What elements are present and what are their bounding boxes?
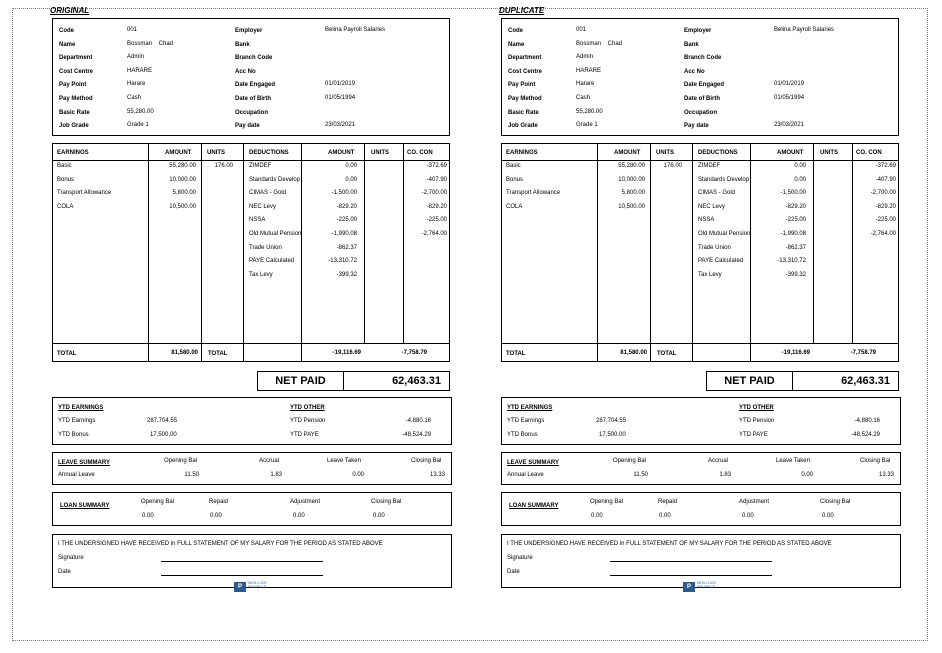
deduction-name: ZIMDEF [249,163,272,169]
deduction-amount: -1,500.00 [780,190,806,197]
deduction-amount: -225.00 [785,217,806,224]
loan-closing-value: 0.00 [373,513,385,519]
pay-method-value: Cash [127,95,142,101]
deduction-amount-header: AMOUNT [777,150,804,156]
employer-value: Belina Payroll Salaries [774,27,835,33]
deduction-amount: -399.32 [785,271,806,278]
basic-rate-label: Basic Rate [59,110,90,116]
deduction-name: PAYE Calculated [698,258,744,265]
leave-summary-title: LEAVE SUMMARY [58,460,111,466]
date-of-birth-value: 01/05/1994 [325,95,356,101]
payslip-original [50,0,450,653]
loan-closing-label: Closing Bal [820,499,851,505]
leave-closing-value: 13.33 [429,472,445,478]
ytd-bonus-label: YTD Bonus [507,432,538,438]
leave-summary-box [52,452,452,485]
earning-amount: 10,000.00 [618,176,645,183]
payslip-duplicate [499,0,899,653]
earning-name: Transport Allowance [57,190,112,197]
earnings-deductions-table [501,143,899,362]
code-value: 001 [576,27,587,33]
total-deductions-value: -19,116.69 [781,350,810,356]
deduction-co-con: -225.00 [426,217,447,224]
logo-mark-icon: P [234,582,246,592]
job-grade-label: Job Grade [59,123,89,129]
net-paid-value: 62,463.31 [841,375,890,387]
units-header: UNITS [656,150,674,156]
signature-line [161,561,323,562]
ytd-earnings-title: YTD EARNINGS [58,405,104,411]
net-paid-value: 62,463.31 [392,375,441,387]
pay-date-label: Pay date [684,123,709,129]
total-earnings-value: 81,580.00 [171,350,198,356]
ytd-bonus-value: 17,500.00 [150,432,177,438]
ytd-paye-value: -48,524.29 [851,432,880,438]
loan-closing-label: Closing Bal [371,499,402,505]
deduction-name: Trade Union [698,244,731,251]
leave-opening-label: Opening Bal [613,458,647,464]
earnings-header: EARNINGS [506,150,538,156]
leave-opening-value: 11.50 [633,472,648,478]
ytd-earnings-value: 287,704.55 [147,418,178,424]
pay-point-value: Harare [576,81,595,87]
employer-label: Employer [235,28,263,34]
date-engaged-value: 01/01/2019 [325,81,356,87]
acknowledgement-statement: I THE UNDERSIGNED HAVE RECEIVED in FULL STATEMENT OF MY SALARY FOR THE PERIOD AS STATED ABOVE [58,541,383,547]
earning-amount: 10,000.00 [169,176,196,183]
leave-closing-value: 13.33 [878,472,894,478]
branch-code-label: Branch Code [235,55,273,61]
pay-point-label: Pay Point [508,82,536,88]
leave-opening-label: Opening Bal [164,458,198,464]
loan-repaid-label: Repaid [209,499,229,505]
ytd-pension-label: YTD Pension [739,418,775,424]
deduction-amount: -1,990.08 [331,231,357,237]
loan-repaid-label: Repaid [658,499,678,505]
earning-name: Basic [506,163,521,169]
earning-amount: 5,800.00 [621,190,645,197]
leave-accrual-label: Accrual [259,458,280,464]
earning-name: Bonus [57,176,75,183]
total-earnings-label: TOTAL [57,351,77,357]
leave-accrual-value: 1.83 [719,472,731,478]
deduction-co-con: -829.20 [875,203,896,210]
total-co-con-value: -7,758.79 [850,350,876,356]
ytd-pension-label: YTD Pension [290,418,326,424]
deduction-name: NSSA [249,217,266,224]
earning-units: 176.00 [214,163,233,169]
cost-centre-value: HARARE [127,68,153,74]
earnings-header: EARNINGS [57,150,89,156]
deduction-co-con: -372.69 [875,163,896,169]
earning-name: COLA [506,203,523,210]
total-deductions-value: -19,116.69 [332,350,361,356]
acknowledgement-box [52,534,452,588]
net-paid-box [706,371,899,391]
pay-point-value: Harare [127,81,146,87]
date-of-birth-value: 01/05/1994 [774,95,805,101]
loan-adjustment-value: 0.00 [742,513,754,519]
earning-name: Transport Allowance [506,190,561,197]
co-con-header: CO. CON [856,150,882,156]
amount-header: AMOUNT [165,150,192,156]
deduction-name: NSSA [698,217,715,224]
ytd-other-title: YTD OTHER [739,405,774,411]
loan-adjustment-label: Adjustment [739,499,770,505]
leave-closing-label: Closing Bal [411,458,442,464]
earnings-deductions-table [52,143,450,362]
amount-header: AMOUNT [614,150,641,156]
date-label: Date [507,569,520,575]
code-label: Code [508,28,523,34]
loan-repaid-value: 0.00 [659,513,671,519]
job-grade-value: Grade 1 [576,122,598,128]
deduction-name: Tax Levy [249,271,273,278]
deductions-header: DEDUCTIONS [249,150,289,156]
copy-label: DUPLICATE [499,6,545,15]
job-grade-label: Job Grade [508,123,538,129]
copy-label: ORIGINAL [50,6,90,15]
department-value: Admin [127,54,145,60]
total-earnings-label: TOTAL [506,351,526,357]
deduction-name: Old Mutual Pension [249,231,302,237]
leave-taken-value: 0.00 [801,472,813,478]
cost-centre-label: Cost Centre [59,69,94,75]
leave-summary-box [501,452,901,485]
earning-units: 176.00 [663,163,682,169]
bank-label: Bank [684,42,699,48]
date-line [161,575,323,576]
bank-label: Bank [235,42,250,48]
employee-details-box [501,18,899,136]
total-earnings-value: 81,580.00 [620,350,647,356]
basic-rate-value: 55,280.00 [576,109,603,115]
date-engaged-label: Date Engaged [684,82,725,88]
ytd-pension-value: -4,880.16 [405,418,431,424]
employer-label: Employer [684,28,712,34]
employer-value: Belina Payroll Salaries [325,27,386,33]
leave-taken-label: Leave Taken [327,458,361,464]
deduction-co-con: -407.90 [875,176,896,183]
code-label: Code [59,28,74,34]
job-grade-value: Grade 1 [127,122,149,128]
pay-method-value: Cash [576,95,591,101]
loan-adjustment-label: Adjustment [290,499,321,505]
loan-opening-value: 0.00 [142,513,154,519]
co-con-header: CO. CON [407,150,433,156]
earning-amount: 55,280.00 [169,163,196,169]
ytd-earnings-title: YTD EARNINGS [507,405,553,411]
company-logo [683,581,725,593]
deduction-amount: -1,990.08 [780,231,806,237]
annual-leave-label: Annual Leave [507,472,544,478]
deduction-co-con: -829.20 [426,203,447,210]
acknowledgement-statement: I THE UNDERSIGNED HAVE RECEIVED in FULL STATEMENT OF MY SALARY FOR THE PERIOD AS STATED ABOVE [507,541,832,547]
acknowledgement-box [501,534,901,588]
leave-closing-label: Closing Bal [860,458,891,464]
date-label: Date [58,569,71,575]
employee-details-box [52,18,450,136]
deduction-name: Standards Develop [698,176,750,183]
ytd-earnings-label: YTD Earnings [507,418,545,424]
loan-opening-value: 0.00 [591,513,603,519]
ytd-box [501,397,901,445]
deduction-name: Tax Levy [698,271,722,278]
earning-amount: 10,500.00 [169,203,196,210]
deduction-amount: -829.20 [785,203,806,210]
signature-label: Signature [507,555,533,561]
deduction-amount-header: AMOUNT [328,150,355,156]
loan-adjustment-value: 0.00 [293,513,305,519]
deductions-header: DEDUCTIONS [698,150,738,156]
logo-mark-icon: P [683,582,695,592]
deduction-name: CIMAS - Gold [698,190,736,197]
deduction-co-con: -2,764.00 [870,231,896,237]
total-deductions-label: TOTAL [657,351,677,357]
earning-name: COLA [57,203,74,210]
deduction-co-con: -2,764.00 [421,231,447,237]
deduction-co-con: -407.90 [426,176,447,183]
pay-method-label: Pay Method [59,96,93,102]
acc-no-label: Acc No [684,69,705,75]
date-of-birth-label: Date of Birth [235,96,271,102]
ytd-earnings-label: YTD Earnings [58,418,96,424]
deduction-amount: -13,310.72 [777,258,806,265]
occupation-label: Occupation [684,110,718,116]
deduction-name: CIMAS - Gold [249,190,287,197]
deduction-name: Old Mutual Pension [698,231,751,237]
deduction-name: NEC Levy [698,203,726,210]
name-value: Bossman Chad [127,41,174,47]
deduction-amount: 0.00 [794,176,806,183]
name-label: Name [508,42,525,48]
loan-summary-box [501,492,901,526]
deduction-amount: 0.00 [794,163,806,169]
basic-rate-value: 55,280.00 [127,109,154,115]
deduction-amount: -829.20 [336,203,357,210]
cost-centre-value: HARARE [576,68,602,74]
department-label: Department [59,55,93,61]
logo-text: NEW LOOK PAYSPACE [697,581,716,589]
acc-no-label: Acc No [235,69,256,75]
earning-amount: 55,280.00 [618,163,645,169]
deduction-co-con: -225.00 [875,217,896,224]
loan-closing-value: 0.00 [822,513,834,519]
signature-line [610,561,772,562]
deduction-amount: -862.37 [785,244,806,251]
leave-accrual-label: Accrual [708,458,729,464]
leave-summary-title: LEAVE SUMMARY [507,460,560,466]
ytd-box [52,397,452,445]
department-label: Department [508,55,542,61]
deduction-units-header: UNITS [820,150,838,156]
net-paid-label: NET PAID [258,372,344,390]
cost-centre-label: Cost Centre [508,69,543,75]
deduction-co-con: -2,700.00 [870,190,896,197]
ytd-other-title: YTD OTHER [290,405,325,411]
department-value: Admin [576,54,594,60]
deduction-units-header: UNITS [371,150,389,156]
earning-name: Bonus [506,176,524,183]
name-value: Bossman Chad [576,41,623,47]
deduction-name: ZIMDEF [698,163,721,169]
total-co-con-value: -7,758.79 [401,350,427,356]
pay-date-value: 23/03/2021 [774,122,805,128]
name-label: Name [59,42,76,48]
company-logo [234,581,276,593]
leave-taken-label: Leave Taken [776,458,810,464]
pay-method-label: Pay Method [508,96,542,102]
net-paid-box [257,371,450,391]
code-value: 001 [127,27,138,33]
pay-point-label: Pay Point [59,82,87,88]
earning-amount: 5,800.00 [172,190,196,197]
deduction-amount: -13,310.72 [328,258,357,265]
earning-amount: 10,500.00 [618,203,645,210]
deduction-name: Trade Union [249,244,282,251]
units-header: UNITS [207,150,225,156]
deduction-name: NEC Levy [249,203,277,210]
ytd-bonus-label: YTD Bonus [58,432,89,438]
loan-summary-title: LOAN SUMMARY [60,503,110,509]
date-engaged-label: Date Engaged [235,82,276,88]
logo-text: NEW LOOK PAYSPACE [248,581,267,589]
leave-taken-value: 0.00 [352,472,364,478]
deduction-amount: -862.37 [336,244,357,251]
deduction-amount: 0.00 [345,163,357,169]
pay-date-label: Pay date [235,123,260,129]
occupation-label: Occupation [235,110,269,116]
ytd-earnings-value: 287,704.55 [596,418,627,424]
leave-accrual-value: 1.83 [270,472,282,478]
ytd-pension-value: -4,880.16 [854,418,880,424]
date-of-birth-label: Date of Birth [684,96,720,102]
net-paid-label: NET PAID [707,372,793,390]
annual-leave-label: Annual Leave [58,472,95,478]
pay-date-value: 23/03/2021 [325,122,356,128]
signature-label: Signature [58,555,84,561]
deduction-name: PAYE Calculated [249,258,295,265]
date-engaged-value: 01/01/2019 [774,81,805,87]
total-deductions-label: TOTAL [208,351,228,357]
deduction-amount: -225.00 [336,217,357,224]
earning-name: Basic [57,163,72,169]
loan-summary-title: LOAN SUMMARY [509,503,559,509]
ytd-paye-label: YTD PAYE [290,432,319,438]
deduction-name: Standards Develop [249,176,301,183]
branch-code-label: Branch Code [684,55,722,61]
loan-repaid-value: 0.00 [210,513,222,519]
ytd-bonus-value: 17,500.00 [599,432,626,438]
basic-rate-label: Basic Rate [508,110,539,116]
loan-opening-label: Opening Bal [141,499,175,505]
ytd-paye-label: YTD PAYE [739,432,768,438]
deduction-amount: 0.00 [345,176,357,183]
date-line [610,575,772,576]
deduction-co-con: -372.69 [426,163,447,169]
deduction-amount: -1,500.00 [331,190,357,197]
loan-summary-box [52,492,452,526]
ytd-paye-value: -48,524.29 [402,432,431,438]
loan-opening-label: Opening Bal [590,499,624,505]
leave-opening-value: 11.50 [184,472,199,478]
deduction-co-con: -2,700.00 [421,190,447,197]
deduction-amount: -399.32 [336,271,357,278]
